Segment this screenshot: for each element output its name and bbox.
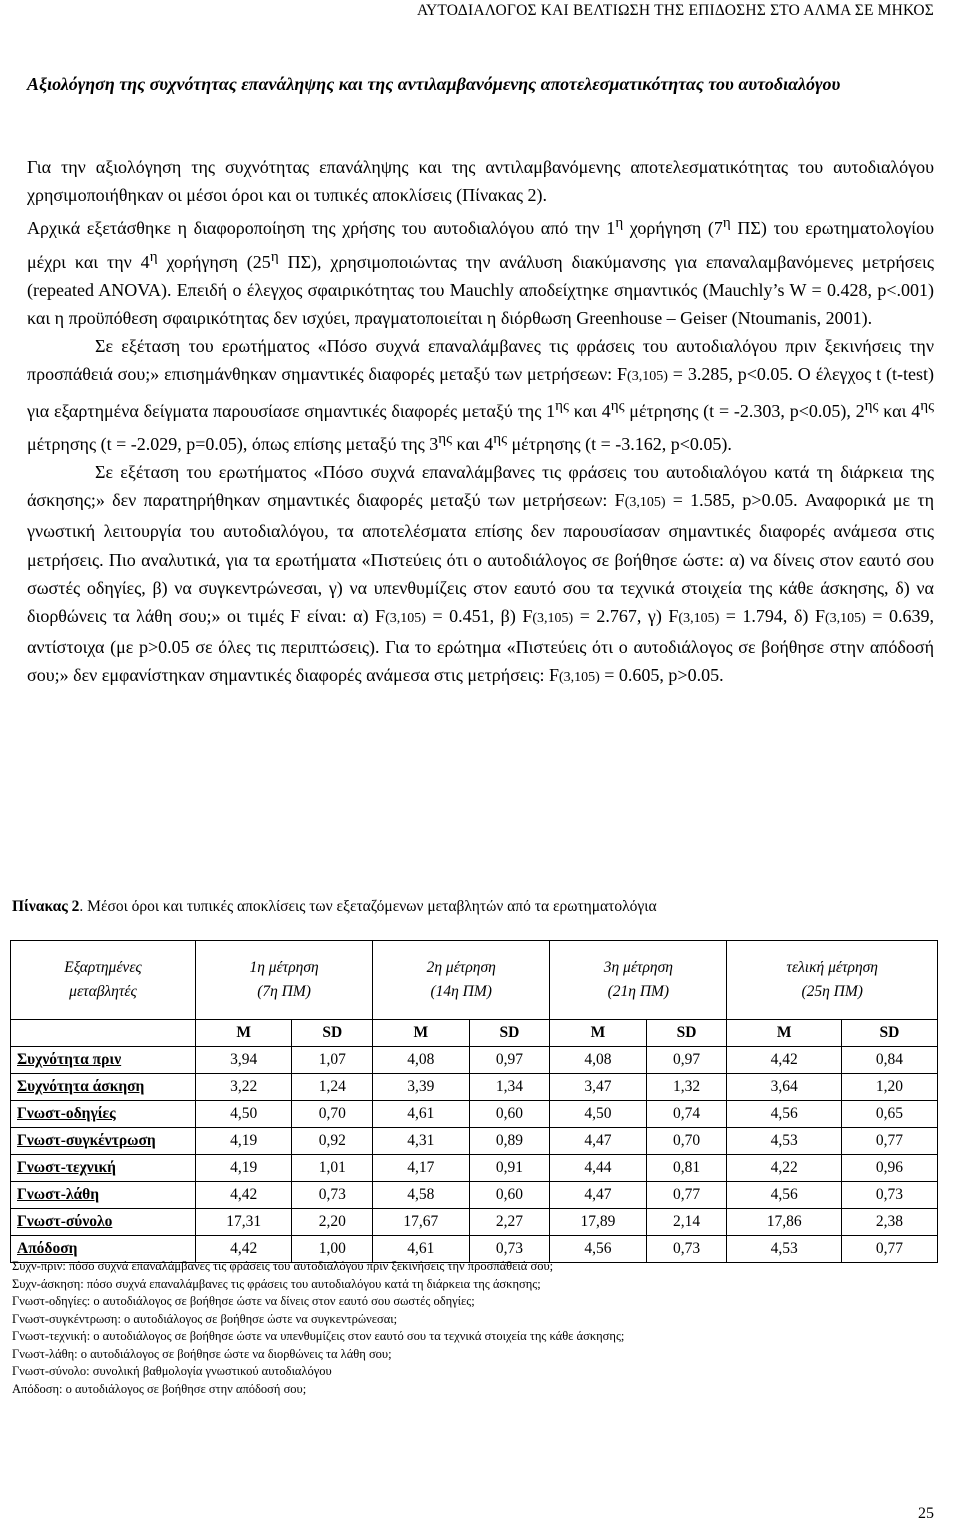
row-label: Γνωστ-συγκέντρωση: [11, 1128, 196, 1155]
row-label: Γνωστ-λάθη: [11, 1182, 196, 1209]
table-cell: 0,84: [841, 1047, 937, 1074]
table-cell: 4,50: [550, 1101, 646, 1128]
note-line: Γνωστ-τεχνική: ο αυτοδιάλογος σε βοήθησε ώστε να υπενθυμίζεις στον εαυτό σου τα τεχνικά στοιχεία της κάθε άσκησης;: [12, 1329, 625, 1343]
note-line: Γνωστ-συγκέντρωση: ο αυτοδιάλογος σε βοήθησε ώστε να συγκεντρώνεσαι;: [12, 1311, 398, 1326]
table-cell: 0,77: [841, 1236, 937, 1263]
section-title: Αξιολόγηση της συχνότητας επανάληψης και της αντιλαμβανόμενης αποτελεσματικότητας του αυτοδιαλόγου: [27, 74, 841, 94]
table-cell: 4,19: [196, 1155, 292, 1182]
table-cell: 4,08: [373, 1047, 469, 1074]
table-row: [11, 1182, 938, 1209]
table-cell: 4,58: [373, 1182, 469, 1209]
table-cell: 2,27: [469, 1209, 550, 1236]
table-cell: 1,01: [292, 1155, 373, 1182]
table-cell: 2,38: [841, 1209, 937, 1236]
table-cell: 0,60: [469, 1101, 550, 1128]
row-label: Απόδοση: [11, 1236, 196, 1263]
table-cell: 0,73: [469, 1236, 550, 1263]
stat-header: SD: [646, 1020, 727, 1047]
table-cell: 17,86: [727, 1209, 842, 1236]
table-cell: 4,42: [196, 1236, 292, 1263]
table-cell: 0,73: [841, 1182, 937, 1209]
table-cell: 17,67: [373, 1209, 469, 1236]
table-cell: 4,17: [373, 1155, 469, 1182]
measure-header: 2η μέτρηση (14η ΠΜ): [373, 941, 550, 1020]
table-cell: 0,74: [646, 1101, 727, 1128]
table-cell: 4,47: [550, 1128, 646, 1155]
table-cell: 4,42: [727, 1047, 842, 1074]
table-cell: 2,20: [292, 1209, 373, 1236]
table-cell: 0,70: [292, 1101, 373, 1128]
table-cell: 4,19: [196, 1128, 292, 1155]
table-cell: 1,24: [292, 1074, 373, 1101]
table-cell: 1,34: [469, 1074, 550, 1101]
table-cell: 0,77: [841, 1128, 937, 1155]
note-line: Γνωστ-οδηγίες: ο αυτοδιάλογος σε βοήθησε ώστε να δίνεις στον εαυτό σου σωστές οδηγίες;: [12, 1294, 475, 1308]
stat-header: SD: [292, 1020, 373, 1047]
table-cell: 4,47: [550, 1182, 646, 1209]
note-line: Γνωστ-σύνολο: συνολική βαθμολογία γνωστικού αυτοδιαλόγου: [12, 1364, 332, 1378]
table-cell: 1,07: [292, 1047, 373, 1074]
table-cell: 0,65: [841, 1101, 937, 1128]
results-table: [10, 940, 938, 1263]
table-row: [11, 1155, 938, 1182]
row-label: Γνωστ-τεχνική: [11, 1155, 196, 1182]
table-cell: 0,97: [646, 1047, 727, 1074]
stat-header: M: [550, 1020, 646, 1047]
table-cell: 17,31: [196, 1209, 292, 1236]
table-cell: 0,89: [469, 1128, 550, 1155]
row-label: Γνωστ-οδηγίες: [11, 1101, 196, 1128]
stat-header: SD: [469, 1020, 550, 1047]
paragraph-1: Για την αξιολόγηση της συχνότητας επανάληψης και της αντιλαμβανόμενης αποτελεσματικότητας του αυτοδιαλόγου χρησιμοποιήθηκαν οι μέσοι όροι και οι τυπικές αποκλίσεις (Πίνακας 2).: [27, 157, 934, 206]
table-cell: 4,53: [727, 1236, 842, 1263]
table-row: [11, 1128, 938, 1155]
stat-header: M: [727, 1020, 842, 1047]
table-cell: 4,42: [196, 1182, 292, 1209]
caption-label: Πίνακας 2: [12, 898, 80, 915]
table-cell: 0,96: [841, 1155, 937, 1182]
table-cell: 0,97: [469, 1047, 550, 1074]
table-row: [11, 1074, 938, 1101]
stat-header: SD: [841, 1020, 937, 1047]
row-label: Συχνότητα άσκηση: [11, 1074, 196, 1101]
paragraph-2: Αρχικά εξετάσθηκε η διαφοροποίηση της χρήσης του αυτοδιαλόγου από την $1^\eta$ χορήγηση ($7^\eta$ ΠΣ) του ερωτηματολογίου μέχρι και την $4^\eta$ χορήγηση ($25^\eta$ ΠΣ), χρησιμοποιώντας την ανάλυση διακύμανσης για επαναλαμβανόμενες μετρήσεις (repeated ANOVA). Επειδή ο έλεγχος σφαιρικότητας του Mauchly αποδείχτηκε σημαντικός (Mauchly’s W = 0.428, p<.001) και η προϋπόθεση σφαιρικότητας δεν ισχύει, πραγματοποιείται η διόρθωση Greenhouse – Geiser (Ntoumanis, 2001).: [27, 215, 935, 329]
table-cell: 4,56: [727, 1182, 842, 1209]
measure-header: τελική μέτρηση (25η ΠΜ): [727, 941, 938, 1020]
table-cell: 3,94: [196, 1047, 292, 1074]
table-cell: 4,56: [727, 1101, 842, 1128]
stat-header: M: [373, 1020, 469, 1047]
body-text: [27, 153, 934, 693]
table-cell: 4,61: [373, 1236, 469, 1263]
table-cell: 3,64: [727, 1074, 842, 1101]
row-label: Γνωστ-σύνολο: [11, 1209, 196, 1236]
table-cell: 0,77: [646, 1182, 727, 1209]
table-row: [11, 1101, 938, 1128]
table-cell: 4,61: [373, 1101, 469, 1128]
row-label: Συχνότητα πριν: [11, 1047, 196, 1074]
table-cell: 0,81: [646, 1155, 727, 1182]
table-cell: 3,47: [550, 1074, 646, 1101]
running-header: ΑΥΤΟΔΙΑΛΟΓΟΣ ΚΑΙ ΒΕΛΤΙΩΣΗ ΤΗΣ ΕΠΙΔΟΣΗΣ ΣΤΟ ΑΛΜΑ ΣΕ ΜΗΚΟΣ: [416, 2, 934, 19]
table-cell: 4,08: [550, 1047, 646, 1074]
table-row: [11, 1047, 938, 1074]
table-cell: 0,73: [292, 1182, 373, 1209]
table-cell: 0,92: [292, 1128, 373, 1155]
table-cell: 1,20: [841, 1074, 937, 1101]
table-cell: 4,22: [727, 1155, 842, 1182]
paragraph-3: Σε εξέταση του ερωτήματος «Πόσο συχνά επαναλάμβανες τις φράσεις του αυτοδιαλόγου πριν ξεκινήσεις την προσπάθειά σου;» επισημάνθηκαν σημαντικές διαφορές μεταξύ των μετρήσεων: F(3,105) = 3.285, p<0.05. Ο έλεγχος t (t-test) για εξαρτημένα δείγματα παρουσίασε σημαντικές διαφορές μεταξύ της $1^{\eta\varsigma}$ και $4^{\eta\varsigma}$ μέτρησης (t = -2.303, p<0.05), $2^{\eta\varsigma}$ και $4^{\eta\varsigma}$ μέτρησης (t = -2.029, p=0.05), όπως επίσης μεταξύ της $3^{\eta\varsigma}$ και $4^{\eta\varsigma}$ μέτρησης (t = -3.162, p<0.05).: [27, 336, 935, 454]
page-number: 25: [918, 1505, 934, 1522]
table-cell: 1,32: [646, 1074, 727, 1101]
table-cell: 4,56: [550, 1236, 646, 1263]
table-cell: 0,73: [646, 1236, 727, 1263]
note-line: Απόδοση: ο αυτοδιάλογος σε βοήθησε στην απόδοσή σου;: [12, 1381, 307, 1396]
table-cell: 3,22: [196, 1074, 292, 1101]
table-cell: 4,31: [373, 1128, 469, 1155]
table-cell: 2,14: [646, 1209, 727, 1236]
table-cell: 1,00: [292, 1236, 373, 1263]
table-notes: [12, 1258, 624, 1398]
caption-text: . Μέσοι όροι και τυπικές αποκλίσεις των εξεταζόμενων μεταβλητών από τα ερωτηματολόγια: [79, 898, 657, 915]
measure-header: 3η μέτρηση (21η ΠΜ): [550, 941, 727, 1020]
table-cell: 17,89: [550, 1209, 646, 1236]
note-line: Συχν-άσκηση: πόσο συχνά επαναλάμβανες τις φράσεις του αυτοδιαλόγου κατά τη διάρκεια της άσκησης;: [12, 1276, 541, 1291]
table-cell: 3,39: [373, 1074, 469, 1101]
table-cell: 4,44: [550, 1155, 646, 1182]
table-caption: [12, 898, 657, 916]
table-cell: 0,91: [469, 1155, 550, 1182]
table-cell: 4,53: [727, 1128, 842, 1155]
measure-header: 1η μέτρηση (7η ΠΜ): [196, 941, 373, 1020]
paragraph-4: Σε εξέταση του ερωτήματος «Πόσο συχνά επαναλάμβανες τις φράσεις του αυτοδιαλόγου κατά τη διάρκεια της άσκησης;» δεν παρατηρήθηκαν σημαντικές διαφορές μεταξύ των μετρήσεων: F(3,105) = 1.585, p>0.05. Αναφορικά με τη γνωστική λειτουργία του αυτοδιαλόγου, τα αποτελέσματα επίσης δεν παρουσίασαν σημαντικές διαφορές ανάμεσα στις μετρήσεις. Πιο αναλυτικά, για τα ερωτήματα «Πιστεύεις ότι ο αυτοδιάλογος σε βοήθησε ώστε: α) να δίνεις στον εαυτό σου σωστές οδηγίες, β) να συγκεντρώνεσαι, γ) να υπενθυμίζεις στον εαυτό σου τα τεχνικά στοιχεία της κάθε άσκησης, δ) να διορθώνεις τα λάθη σου;» οι τιμές F είναι: α) F(3,105) = 0.451, β) F(3,105) = 2.767, γ) F(3,105) = 1.794, δ) F(3,105) = 0.639, αντίστοιχα (με p>0.05 σε όλες τις περιπτώσεις). Για το ερώτημα «Πιστεύεις ότι ο αυτοδιάλογος σε βοήθησε στην απόδοσή σου;» δεν εμφανίστηκαν σημαντικές διαφορές ανάμεσα στις μετρήσεις: F(3,105) = 0.605, p>0.05.: [27, 462, 934, 686]
table-cell: 0,60: [469, 1182, 550, 1209]
note-line: Γνωστ-λάθη: ο αυτοδιάλογος σε βοήθησε ώστε να διορθώνεις τα λάθη σου;: [12, 1346, 392, 1361]
table-cell: 0,70: [646, 1128, 727, 1155]
note-line: Συχν-πριν: πόσο συχνά επαναλάμβανες τις φράσεις του αυτοδιαλόγου πριν ξεκινήσεις την προσπάθειά σου;: [12, 1259, 554, 1273]
stat-header-row: [11, 1020, 938, 1047]
table-header-row: [11, 941, 938, 1020]
variables-header: Εξαρτημένες μεταβλητές: [11, 941, 196, 1020]
table-cell: 4,50: [196, 1101, 292, 1128]
stat-header: M: [196, 1020, 292, 1047]
table-row: [11, 1209, 938, 1236]
